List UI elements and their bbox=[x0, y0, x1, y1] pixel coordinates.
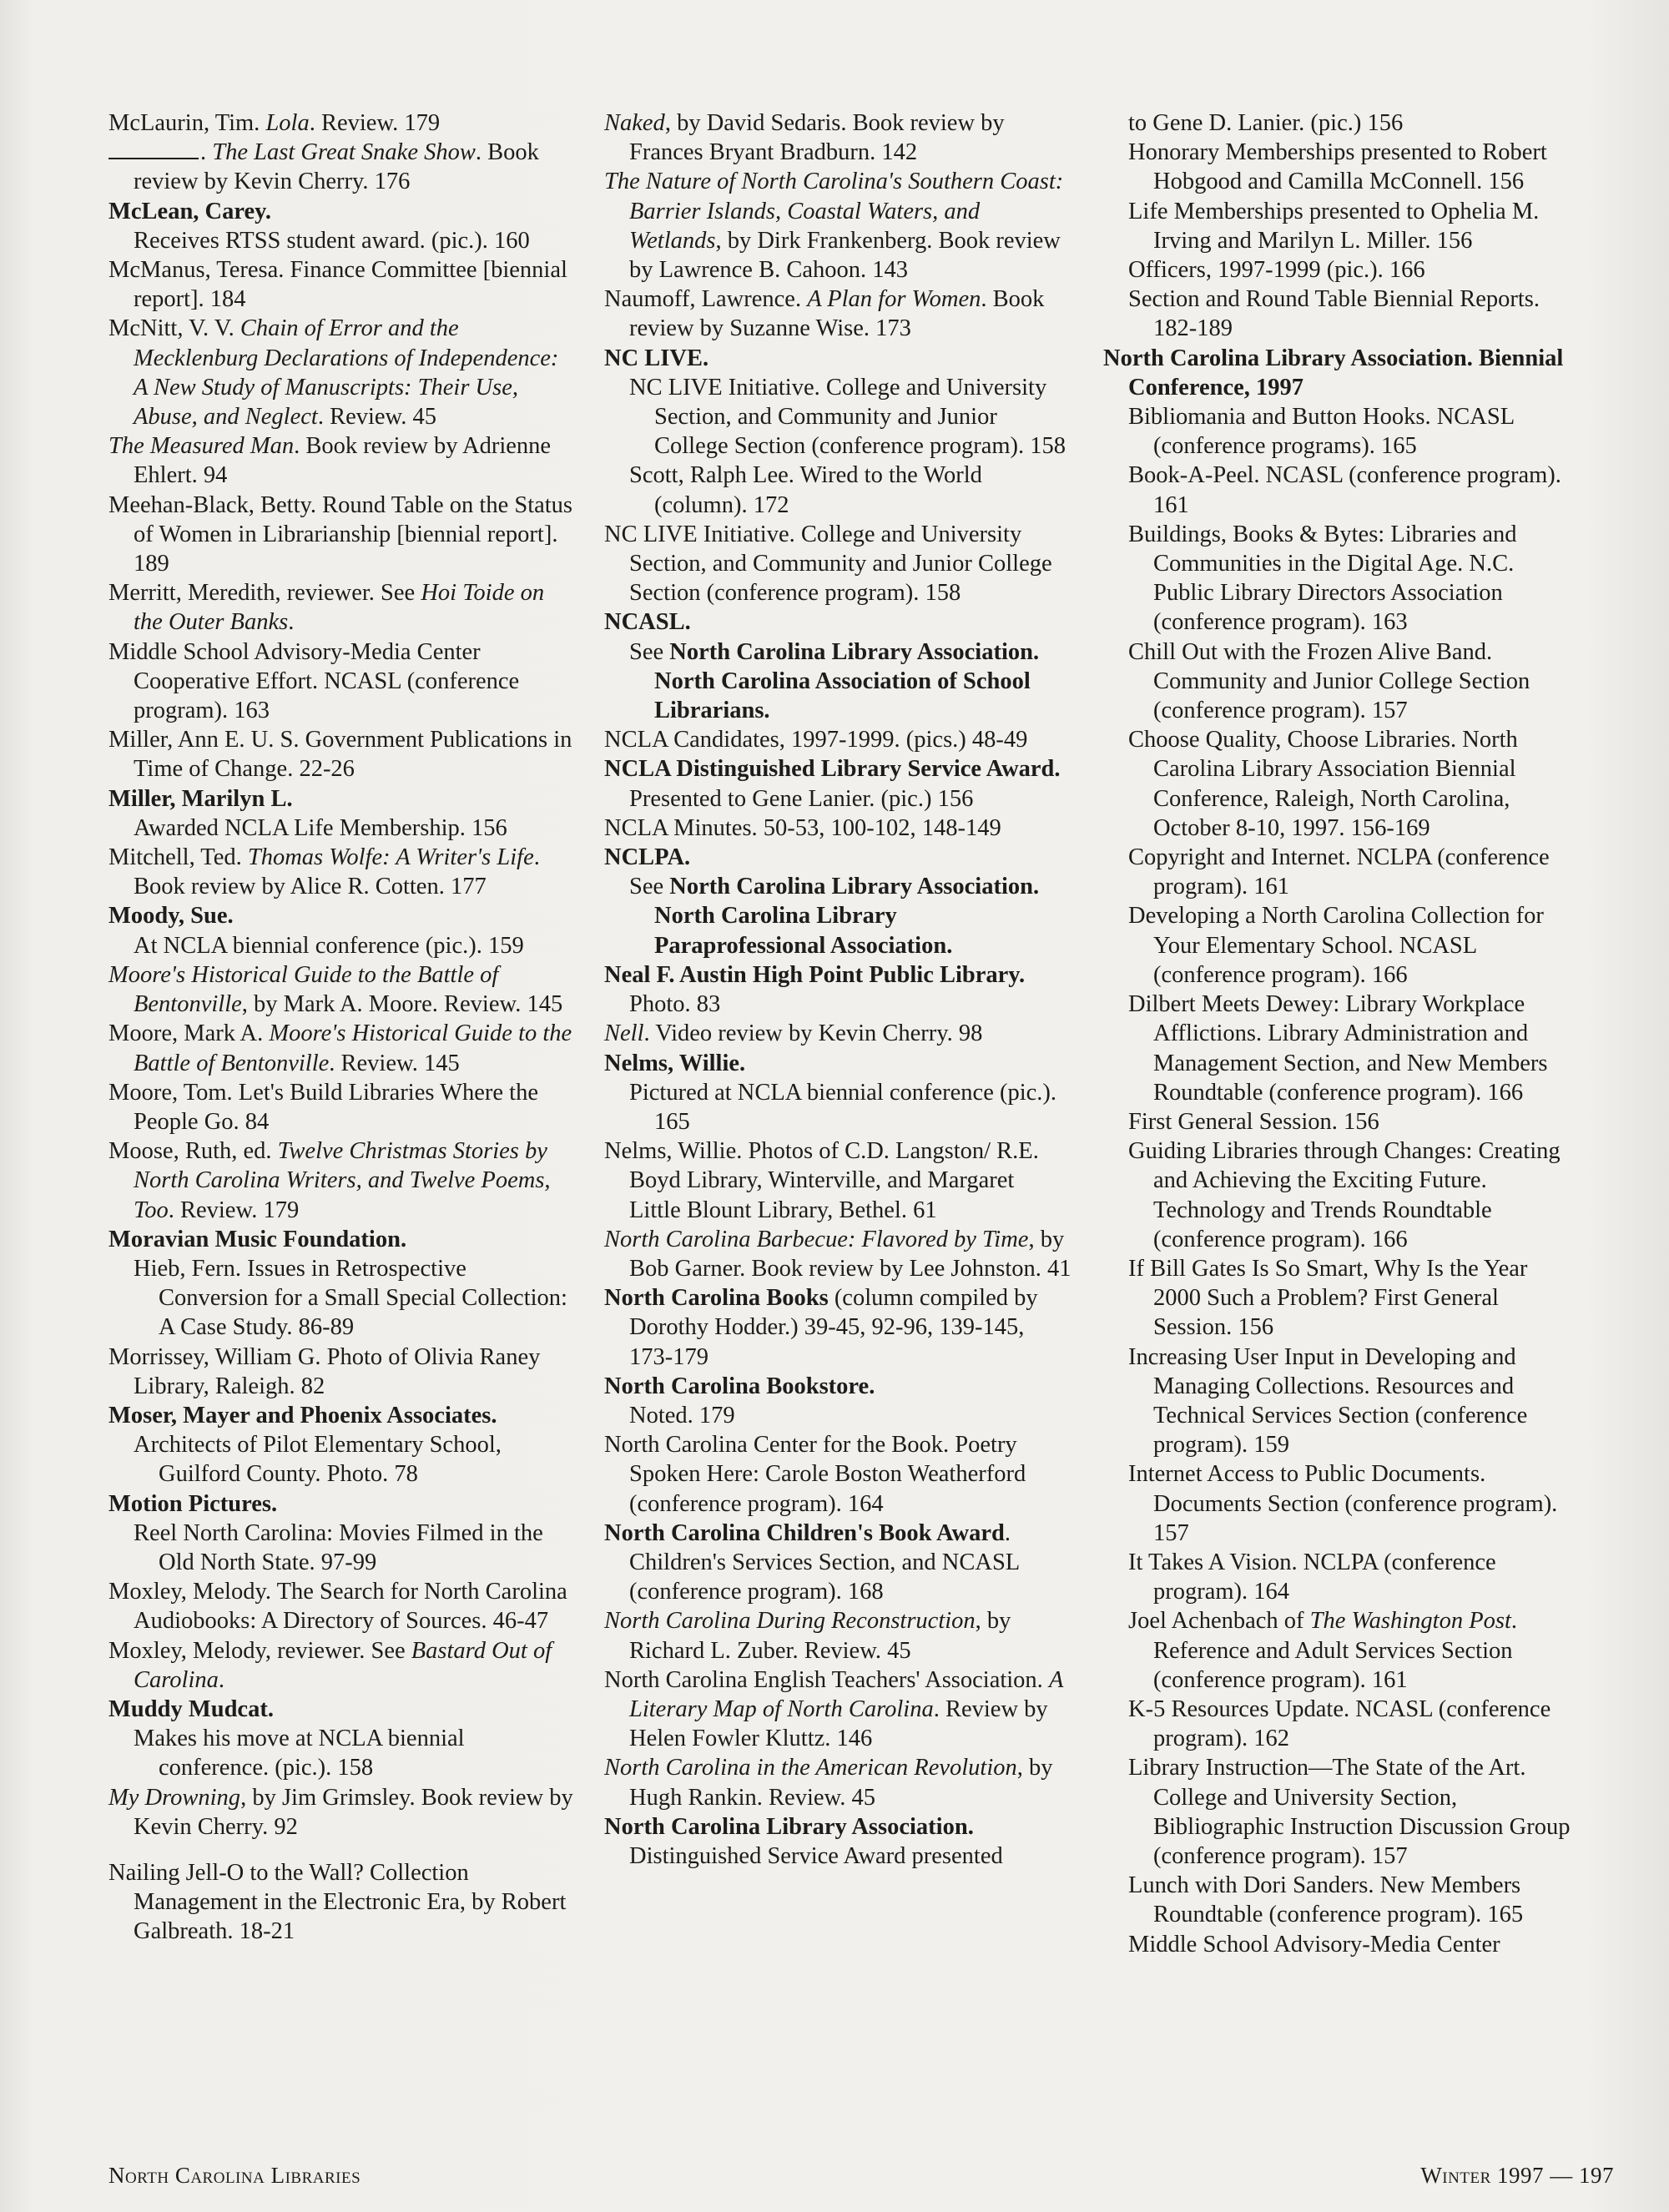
index-column-3 bbox=[1103, 108, 1571, 1959]
footer-season: Winter bbox=[1420, 2163, 1491, 2188]
index-entry: North Carolina Children's Book Award. Children's Services Section, and NCASL (conference program). 168 bbox=[604, 1519, 1020, 1605]
index-entry: NC LIVE Initiative. College and University Section, and Community and Junior College Section (conference program). 158 bbox=[629, 374, 1066, 460]
index-entry: Awarded NCLA Life Membership. 156 bbox=[134, 814, 507, 841]
index-heading: NCLPA. bbox=[604, 844, 691, 871]
index-entry: Joel Achenbach of The Washington Post. Reference and Adult Services Section (conference program). 161 bbox=[1128, 1608, 1517, 1693]
index-entry: North Carolina English Teachers' Association. A Literary Map of North Carolina. Review by Helen Fowler Kluttz. 146 bbox=[604, 1666, 1063, 1752]
index-entry: Section and Round Table Biennial Reports. 182-189 bbox=[1128, 286, 1540, 342]
index-entry: Scott, Ralph Lee. Wired to the World (column). 172 bbox=[629, 462, 982, 518]
index-entry: Life Memberships presented to Ophelia M. Irving and Marilyn L. Miller. 156 bbox=[1128, 198, 1540, 254]
index-entry: Noted. 179 bbox=[629, 1402, 735, 1428]
index-heading: McLean, Carey. bbox=[108, 198, 271, 224]
index-heading: Miller, Marilyn L. bbox=[108, 785, 293, 812]
index-entry: to Gene D. Lanier. (pic.) 156 bbox=[1128, 110, 1404, 136]
index-entry: At NCLA biennial conference (pic.). 159 bbox=[134, 932, 524, 959]
index-heading: Motion Pictures. bbox=[108, 1490, 278, 1517]
index-entry: North Carolina During Reconstruction, by Richard L. Zuber. Review. 45 bbox=[604, 1608, 1011, 1664]
index-heading: NCLA Distinguished Library Service Award. bbox=[604, 756, 1061, 783]
index-entry: The Measured Man. Book review by Adrienne Ehlert. 94 bbox=[108, 433, 552, 489]
index-entry: Architects of Pilot Elementary School, Guilford County. Photo. 78 bbox=[134, 1432, 502, 1488]
index-entry: North Carolina in the American Revolution, by Hugh Rankin. Review. 45 bbox=[604, 1755, 1053, 1811]
index-entry: NCLA Candidates, 1997-1999. (pics.) 48-49 bbox=[604, 727, 1028, 753]
index-entry: K-5 Resources Update. NCASL (conference program). 162 bbox=[1128, 1696, 1551, 1752]
index-entry: McNitt, V. V. Chain of Error and the Mecklenburg Declarations of Independence: A New Study of Manuscripts: Their Use, Abuse, and Neglect. Review. 45 bbox=[108, 315, 559, 431]
index-heading: North Carolina Library Association. bbox=[604, 1813, 974, 1840]
index-entry: Receives RTSS student award. (pic.). 160 bbox=[134, 227, 530, 254]
footer-issue-page bbox=[1420, 2163, 1614, 2189]
index-entry: Choose Quality, Choose Libraries. North Carolina Library Association Biennial Conference, Raleigh, North Carolina, October 8-10, 1997. 156-169 bbox=[1128, 727, 1518, 841]
index-entry: McLaurin, Tim. Lola. Review. 179 bbox=[108, 110, 441, 136]
index-entry: See North Carolina Library Association. North Carolina Library Paraprofessional Association. bbox=[629, 874, 1040, 959]
index-entry: Moxley, Melody. The Search for North Carolina Audiobooks: A Directory of Sources. 46-47 bbox=[108, 1579, 567, 1635]
index-entry: If Bill Gates Is So Smart, Why Is the Year 2000 Such a Problem? First General Session. 156 bbox=[1128, 1255, 1528, 1341]
index-heading: Moser, Mayer and Phoenix Associates. bbox=[108, 1402, 497, 1428]
index-entry: It Takes A Vision. NCLPA (conference program). 164 bbox=[1128, 1549, 1496, 1605]
index-entry: Meehan-Black, Betty. Round Table on the Status of Women in Librarianship [biennial report]. 189 bbox=[108, 491, 573, 577]
index-entry: Miller, Ann E. U. S. Government Publications in Time of Change. 22-26 bbox=[108, 727, 572, 783]
index-entry: . The Last Great Snake Show. Book review by Kevin Cherry. 176 bbox=[108, 138, 576, 196]
index-entry: North Carolina Books (column compiled by Dorothy Hodder.) 39-45, 92-96, 139-145, 173-179 bbox=[604, 1285, 1038, 1370]
index-heading: NC LIVE. bbox=[604, 345, 709, 371]
index-column-1 bbox=[108, 108, 576, 1947]
index-entry: Buildings, Books & Bytes: Libraries and Communities in the Digital Age. N.C. Public Library Directors Association (conference program). 163 bbox=[1128, 521, 1517, 636]
index-entry: Moose, Ruth, ed. Twelve Christmas Stories by North Carolina Writers, and Twelve Poems, Too. Review. 179 bbox=[108, 1138, 551, 1223]
index-entry: Honorary Memberships presented to Robert Hobgood and Camilla McConnell. 156 bbox=[1128, 139, 1547, 195]
index-entry: Reel North Carolina: Movies Filmed in the Old North State. 97-99 bbox=[134, 1519, 543, 1575]
index-entry: Morrissey, William G. Photo of Olivia Raney Library, Raleigh. 82 bbox=[108, 1343, 541, 1399]
footer-year: 1997 bbox=[1497, 2163, 1544, 2188]
index-entry: Makes his move at NCLA biennial conference. (pic.). 158 bbox=[134, 1726, 465, 1781]
index-entry: Naumoff, Lawrence. A Plan for Women. Book review by Suzanne Wise. 173 bbox=[604, 286, 1045, 342]
index-entry: Middle School Advisory-Media Center Cooperative Effort. NCASL (conference program). 163 bbox=[108, 638, 520, 724]
footer-separator: — bbox=[1550, 2163, 1573, 2188]
index-entry: Increasing User Input in Developing and Managing Collections. Resources and Technical Services Section (conference program). 159 bbox=[1128, 1343, 1528, 1459]
index-entry: Distinguished Service Award presented bbox=[629, 1842, 1003, 1869]
index-entry: North Carolina Barbecue: Flavored by Time, by Bob Garner. Book review by Lee Johnston. 41 bbox=[604, 1226, 1071, 1282]
index-heading: Moravian Music Foundation. bbox=[108, 1226, 407, 1252]
index-entry: Guiding Libraries through Changes: Creating and Achieving the Exciting Future. Technology and Trends Roundtable (conference program). 166 bbox=[1128, 1138, 1561, 1252]
index-entry: Presented to Gene Lanier. (pic.) 156 bbox=[629, 785, 974, 812]
index-entry: Nell. Video review by Kevin Cherry. 98 bbox=[604, 1020, 983, 1047]
index-entry: Copyright and Internet. NCLPA (conference program). 161 bbox=[1128, 844, 1550, 900]
index-entry: Moore, Tom. Let's Build Libraries Where the People Go. 84 bbox=[108, 1079, 538, 1135]
index-entry: Naked, by David Sedaris. Book review by Frances Bryant Bradburn. 142 bbox=[604, 110, 1005, 166]
index-entry: Internet Access to Public Documents. Documents Section (conference program). 157 bbox=[1128, 1461, 1558, 1546]
index-heading: NCASL. bbox=[604, 609, 691, 636]
index-entry: Pictured at NCLA biennial conference (pic.). 165 bbox=[629, 1079, 1057, 1135]
index-entry: Nailing Jell-O to the Wall? Collection Management in the Electronic Era, by Robert Galbreath. 18-21 bbox=[108, 1859, 567, 1945]
index-entry: Officers, 1997-1999 (pic.). 166 bbox=[1128, 257, 1425, 284]
index-entry: Lunch with Dori Sanders. New Members Roundtable (conference program). 165 bbox=[1128, 1872, 1524, 1928]
index-entry: Chill Out with the Frozen Alive Band. Community and Junior College Section (conference program). 157 bbox=[1128, 638, 1530, 724]
index-heading: Neal F. Austin High Point Public Library. bbox=[604, 961, 1026, 988]
index-entry: Developing a North Carolina Collection for Your Elementary School. NCASL (conference program). 166 bbox=[1128, 903, 1544, 988]
index-heading: Nelms, Willie. bbox=[604, 1050, 746, 1076]
index-entry: Merritt, Meredith, reviewer. See Hoi Toide on the Outer Banks. bbox=[108, 580, 545, 636]
index-entry: First General Session. 156 bbox=[1128, 1108, 1379, 1135]
index-entry: Nelms, Willie. Photos of C.D. Langston/ R.E. Boyd Library, Winterville, and Margaret Little Blount Library, Bethel. 61 bbox=[604, 1138, 1039, 1223]
index-entry: NC LIVE Initiative. College and University Section, and Community and Junior College Section (conference program). 158 bbox=[604, 521, 1052, 607]
index-entry: Hieb, Fern. Issues in Retrospective Conversion for a Small Special Collection: A Case Study. 86-89 bbox=[134, 1255, 567, 1341]
index-entry: North Carolina Center for the Book. Poetry Spoken Here: Carole Boston Weatherford (conference program). 164 bbox=[604, 1432, 1026, 1517]
index-entry: Moxley, Melody, reviewer. See Bastard Out of Carolina. bbox=[108, 1637, 552, 1693]
index-entry: Photo. 83 bbox=[629, 991, 721, 1018]
index-entry: Moore, Mark A. Moore's Historical Guide to the Battle of Bentonville. Review. 145 bbox=[108, 1020, 572, 1076]
index-heading: Moody, Sue. bbox=[108, 903, 234, 930]
index-column-2 bbox=[604, 108, 1071, 1871]
index-entry: Bibliomania and Button Hooks. NCASL (conference programs). 165 bbox=[1128, 404, 1515, 460]
index-entry: NCLA Minutes. 50-53, 100-102, 148-149 bbox=[604, 814, 1001, 841]
index-entry: My Drowning, by Jim Grimsley. Book review by Kevin Cherry. 92 bbox=[108, 1784, 573, 1840]
index-entry: Moore's Historical Guide to the Battle of Bentonville, by Mark A. Moore. Review. 145 bbox=[108, 961, 563, 1018]
index-entry: Middle School Advisory-Media Center bbox=[1128, 1931, 1500, 1958]
index-heading: North Carolina Library Association. Biennial Conference, 1997 bbox=[1103, 345, 1564, 401]
index-heading: North Carolina Bookstore. bbox=[604, 1373, 875, 1399]
index-entry: Library Instruction—The State of the Art. College and University Section, Bibliographic Instruction Discussion Group (conference program). 157 bbox=[1128, 1755, 1571, 1869]
footer-journal-title: North Carolina Libraries bbox=[108, 2163, 361, 2188]
index-entry: Mitchell, Ted. Thomas Wolfe: A Writer's Life. Book review by Alice R. Cotten. 177 bbox=[108, 844, 540, 900]
index-entry: McManus, Teresa. Finance Committee [biennial report]. 184 bbox=[108, 257, 567, 313]
index-heading: Muddy Mudcat. bbox=[108, 1696, 274, 1722]
index-entry: The Nature of North Carolina's Southern Coast: Barrier Islands, Coastal Waters, and Wetlands, by Dirk Frankenberg. Book review by Lawrence B. Cahoon. 143 bbox=[604, 169, 1064, 284]
index-entry: Dilbert Meets Dewey: Library Workplace Afflictions. Library Administration and Management Section, and New Members Roundtable (conference program). 166 bbox=[1128, 991, 1548, 1106]
index-entry: See North Carolina Library Association. North Carolina Association of School Librarians. bbox=[629, 638, 1040, 724]
index-entry: Book-A-Peel. NCASL (conference program). 161 bbox=[1128, 462, 1561, 518]
footer-page-number: 197 bbox=[1579, 2163, 1614, 2188]
